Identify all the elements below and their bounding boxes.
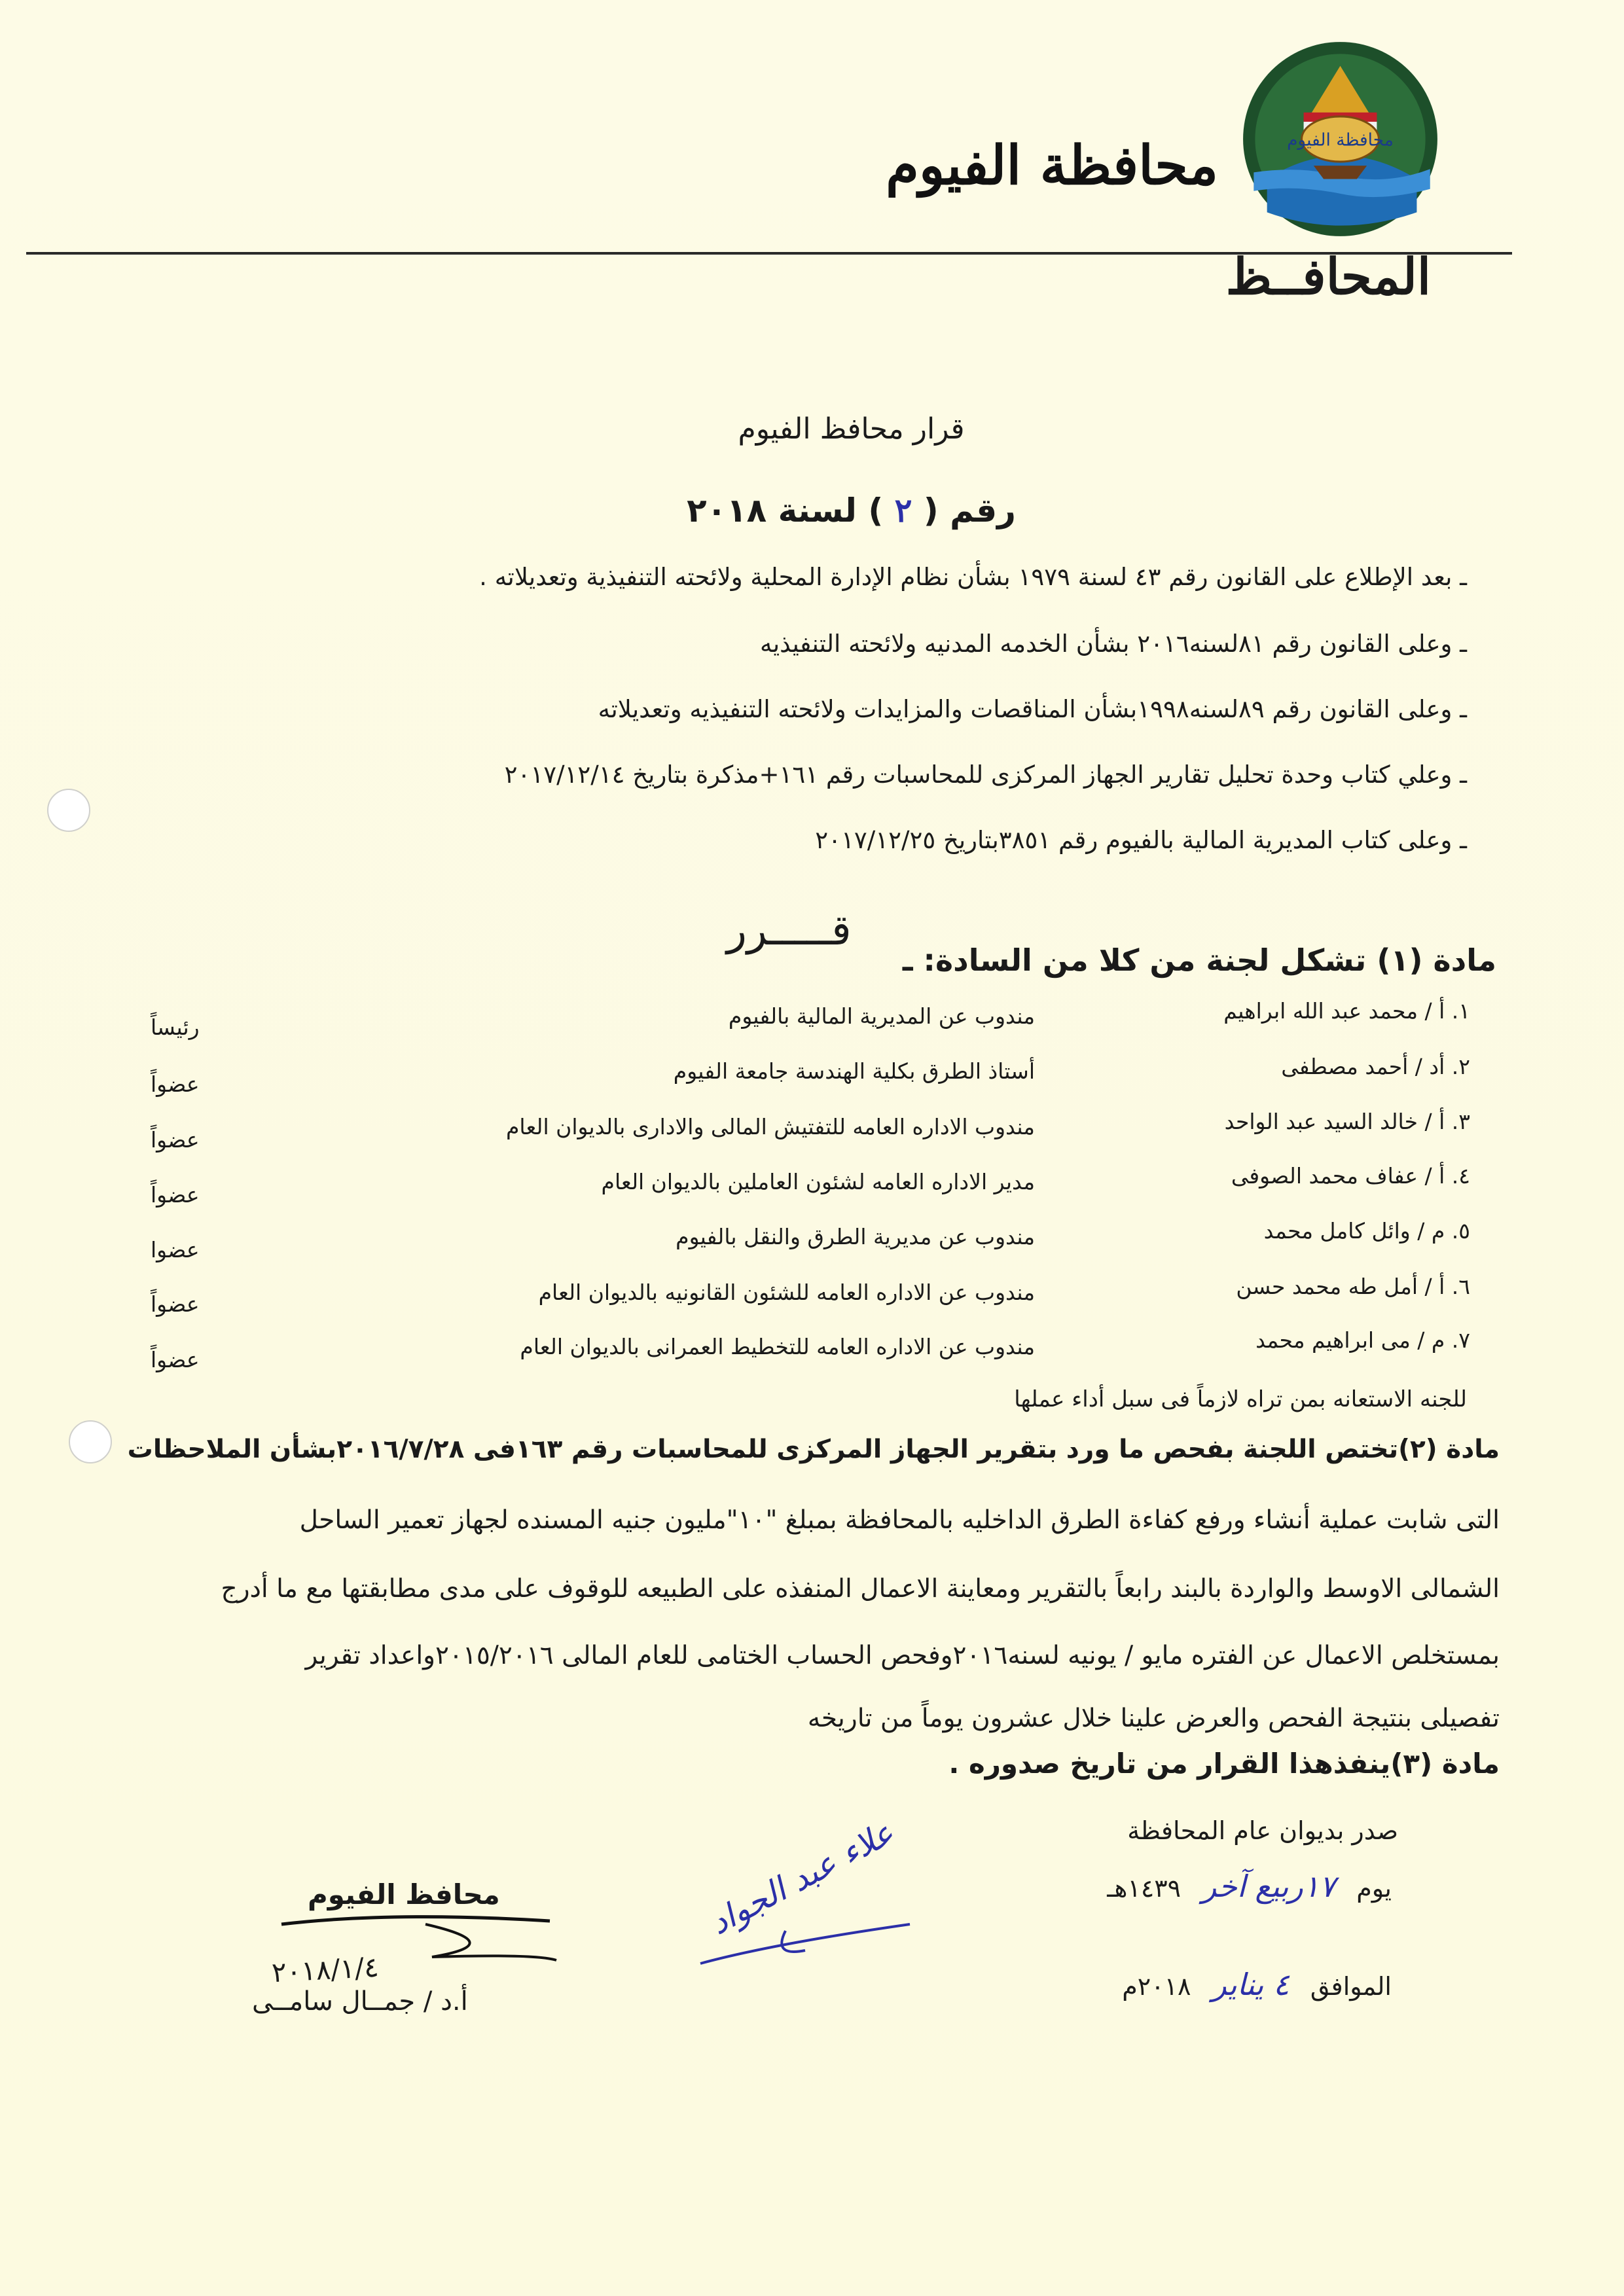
member-name: ٥. م / وائل كامل محمد xyxy=(1263,1218,1470,1244)
governorate-name: محافظة الفيوم xyxy=(886,134,1218,197)
member-role: عضوا xyxy=(151,1237,200,1263)
member-name: ٧. م / مى ابراهيم محمد xyxy=(1255,1327,1470,1353)
punch-hole xyxy=(69,1420,112,1463)
member-role: عضواً xyxy=(151,1347,200,1372)
preamble-line: ـ وعلي كتاب وحدة تحليل تقارير الجهاز المركزى للمحاسبات رقم ١٦١+مذكرة بتاريخ ٢٠١٧/١٢/١٤ xyxy=(504,761,1467,789)
member-name: ٢. أد / أحمد مصطفى xyxy=(1281,1054,1470,1079)
article-2-line: بمستخلص الاعمال عن الفتره مايو / يونيه لسنه٢٠١٦وفحص الحساب الختامى للعام المالى ٢٠١٥/٢٠١٦واعداد تقرير xyxy=(305,1641,1500,1670)
preamble-line: ـ وعلى القانون رقم ٨٩لسنه١٩٩٨بشأن المناقصات والمزايدات ولائحته التنفيذيه وتعديلاته xyxy=(598,695,1467,723)
seal-text: محافظة الفيوم xyxy=(1287,130,1394,151)
member-description: مدير الاداره العامه لشئون العاملين بالديوان العام xyxy=(601,1169,1035,1194)
issued-greg-label: الموافق xyxy=(1310,1972,1392,2001)
article-2-line: تفصيلى بنتيجة الفحص والعرض علينا خلال عشرون يوماً من تاريخه xyxy=(807,1704,1500,1733)
issued-greg xyxy=(1122,1967,1392,2002)
initial-signature-stroke xyxy=(694,1885,916,1977)
signature-title: محافظ الفيوم xyxy=(308,1878,500,1910)
preamble-line: ـ وعلى القانون رقم ٨١لسنه٢٠١٦ بشأن الخدمه المدنيه ولائحته التنفيذيه xyxy=(760,630,1467,658)
member-name: ٦. أ / أمل طه محمد حسن xyxy=(1236,1274,1470,1299)
member-description: مندوب الاداره العامه للتفتيش المالى والادارى بالديوان العام xyxy=(505,1114,1035,1139)
issued-hijri-handwritten: ١٧ربيع آخر xyxy=(1202,1869,1336,1904)
office-title: المحافــظ xyxy=(1225,247,1431,306)
preamble-line: ـ بعد الإطلاع على القانون رقم ٤٣ لسنة ١٩٧٩ بشأن نظام الإدارة المحلية ولائحته التنفيذية وتعديلاته . xyxy=(479,563,1467,591)
member-description: مندوب عن المديرية المالية بالفيوم xyxy=(728,1003,1035,1029)
article-2-line: التى شابت عملية أنشاء ورفع كفاءة الطرق الداخليه بالمحافظة بمبلغ "١٠"مليون جنيه المسنده لجهاز تعمير الساحل xyxy=(299,1505,1500,1535)
member-description: مندوب عن مديرية الطرق والنقل بالفيوم xyxy=(676,1224,1035,1249)
article-1-heading: مادة (١) تشكل لجنة من كلا من السادة: ـ xyxy=(902,942,1496,978)
decision-number-prefix: رقم ( xyxy=(923,492,1016,529)
decision-number xyxy=(39,491,1624,529)
issued-line: صدر بديوان عام المحافظة xyxy=(1127,1816,1398,1845)
decision-number-suffix: ) لسنة ٢٠١٨ xyxy=(687,492,884,529)
fayoum-governorate-seal xyxy=(1240,39,1440,239)
article-2-line: الشمالى الاوسط والواردة بالبند رابعاً بالتقرير ومعاينة الاعمال المنفذه على الطبيعه للوقوف على مدى مطابقتها مع ما أدرج xyxy=(221,1574,1500,1604)
member-role: عضواً xyxy=(151,1071,200,1097)
article-2-line: مادة (٢)تختص اللجنة بفحص ما ورد بتقرير الجهاز المركزى للمحاسبات رقم ١٦٣فى ٢٠١٦/٧/٢٨بشأن الملاحظات xyxy=(127,1435,1500,1464)
member-role: عضواً xyxy=(151,1291,200,1317)
member-name: ٣. أ / خالد السيد عبد الواحد xyxy=(1224,1109,1470,1134)
decision-number-value: ٢ xyxy=(894,491,912,529)
punch-hole xyxy=(47,789,90,832)
issued-day xyxy=(1107,1869,1392,1904)
member-name: ١. أ / محمد عبد الله ابراهيم xyxy=(1223,998,1470,1024)
handwritten-initial: علاء عبد الجواد xyxy=(703,1813,901,1943)
member-description: مندوب عن الاداره العامه للشئون القانونيه بالديوان العام xyxy=(538,1280,1035,1305)
signatory-name: أ.د / جمــال سامــى xyxy=(252,1986,468,2017)
member-name: ٤. أ / عفاف محمد الصوفى xyxy=(1231,1163,1470,1189)
article-3: مادة (٣)ينفذهذا القرار من تاريخ صدوره . xyxy=(948,1748,1500,1780)
preamble-line: ـ وعلى كتاب المديرية المالية بالفيوم رقم ٣٨٥١بتاريخ ٢٠١٧/١٢/٢٥ xyxy=(815,826,1467,854)
resolved-heading: قـــــرر xyxy=(727,906,852,955)
issued-day-label: يوم xyxy=(1356,1874,1392,1903)
issued-hijri-year: ١٤٣٩هـ xyxy=(1107,1874,1182,1903)
member-description: أستاذ الطرق بكلية الهندسة جامعة الفيوم xyxy=(673,1058,1035,1084)
member-role: رئيساً xyxy=(151,1014,200,1040)
issued-greg-handwritten: ٤ يناير xyxy=(1212,1967,1290,2002)
committee-note: للجنه الاستعانه بمن تراه لازماً فى سبل أداء عملها xyxy=(1014,1386,1467,1412)
decision-title: قرار محافظ الفيوم xyxy=(738,412,965,446)
member-role: عضواً xyxy=(151,1127,200,1153)
member-role: عضواً xyxy=(151,1182,200,1208)
signature-date: ٢٠١٨/١/٤ xyxy=(270,1950,380,1989)
member-description: مندوب عن الاداره العامه للتخطيط العمرانى بالديوان العام xyxy=(520,1334,1035,1359)
issued-greg-year: ٢٠١٨م xyxy=(1122,1972,1191,2001)
